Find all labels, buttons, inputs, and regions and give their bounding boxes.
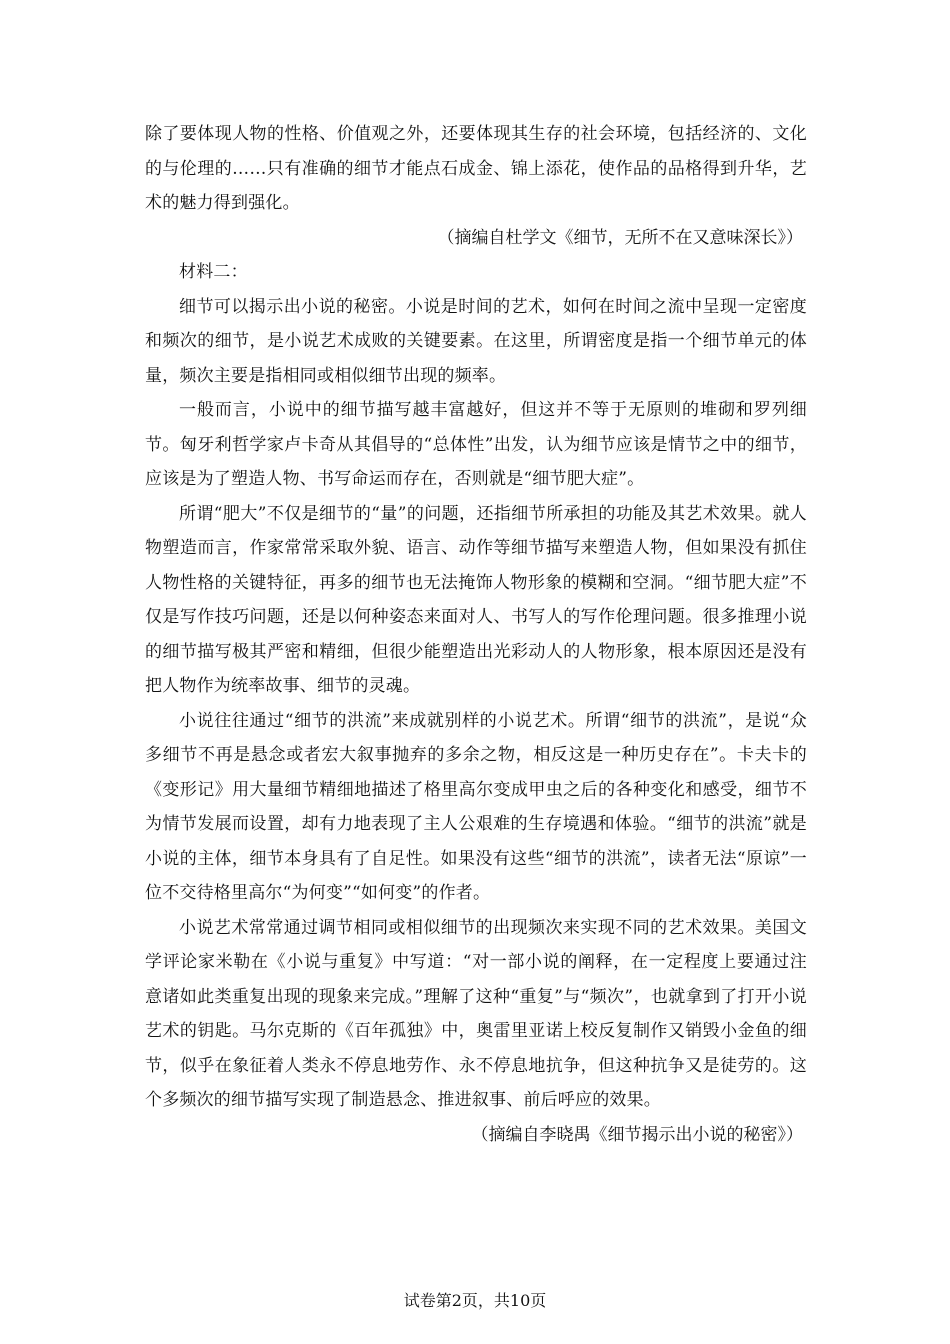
paragraph: 细节可以揭示出小说的秘密。小说是时间的艺术，如何在时间之流中呈现一定密度和频次的细节，是小说艺术成败的关键要素。在这里，所谓密度是指一个细节单元的体量，频次主要是指相同或相似细节出现的频率。	[145, 296, 807, 386]
page-footer: 试卷第2页，共10页	[403, 1291, 547, 1310]
paragraph: 小说艺术常常通过调节相同或相似细节的出现频次来实现不同的艺术效果。美国文学评论家米勒在《小说与重复》中写道：“对一部小说的阐释，在一定程度上要通过注意诸如此类重复出现的现象来完成。”理解了这种“重复”与“频次”，也就拿到了打开小说艺术的钥匙。马尔克斯的《百年孤独》中，奥雷里亚诺上校反复制作又销毁小金鱼的细节，似乎在象征着人类永不停息地劳作、永不停息地抗争，但这种抗争又是徒劳的。这个多频次的细节描写实现了制造悬念、推进叙事、前后呼应的效果。	[145, 917, 807, 1110]
material-two-source: （摘编自李晓禺《细节揭示出小说的秘密》）	[471, 1124, 803, 1145]
paragraph: 所谓“肥大”不仅是细节的“量”的问题，还指细节所承担的功能及其艺术效果。就人物塑造而言，作家常常采取外貌、语言、动作等细节描写来塑造人物，但如果没有抓住人物性格的关键特征，再多的细节也无法掩饰人物形象的模糊和空洞。“细节肥大症”不仅是写作技巧问题，还是以何种姿态来面对人、书写人的写作伦理问题。很多推理小说的细节描写极其严密和精细，但很少能塑造出光彩动人的人物形象，根本原因还是没有把人物作为统率故事、细节的灵魂。	[145, 503, 807, 696]
paragraph: 小说往往通过“细节的洪流”来成就别样的小说艺术。所谓“细节的洪流”，是说“众多细节不再是悬念或者宏大叙事抛弃的多余之物，相反这是一种历史存在”。卡夫卡的《变形记》用大量细节精细地描述了格里高尔变成甲虫之后的各种变化和感受，细节不为情节发展而设置，却有力地表现了主人公艰难的生存境遇和体验。“细节的洪流”就是小说的主体，细节本身具有了自足性。如果没有这些“细节的洪流”，读者无法“原谅”一位不交待格里高尔“为何变”“如何变”的作者。	[145, 710, 807, 903]
document-page	[145, 117, 807, 1152]
material-one-source: （摘编自杜学文《细节，无所不在又意味深长》）	[437, 227, 803, 248]
paragraph: 一般而言，小说中的细节描写越丰富越好，但这并不等于无原则的堆砌和罗列细节。匈牙利哲学家卢卡奇从其倡导的“总体性”出发，认为细节应该是情节之中的细节，应该是为了塑造人物、书写命运而存在，否则就是“细节肥大症”。	[145, 400, 807, 489]
material-two-heading: 材料二：	[179, 262, 248, 282]
material-one-continuation: 除了要体现人物的性格、价值观之外，还要体现其生存的社会环境，包括经济的、文化的与伦理的……只有准确的细节才能点石成金、锦上添花，使作品的品格得到升华，艺术的魅力得到强化。	[145, 124, 807, 213]
